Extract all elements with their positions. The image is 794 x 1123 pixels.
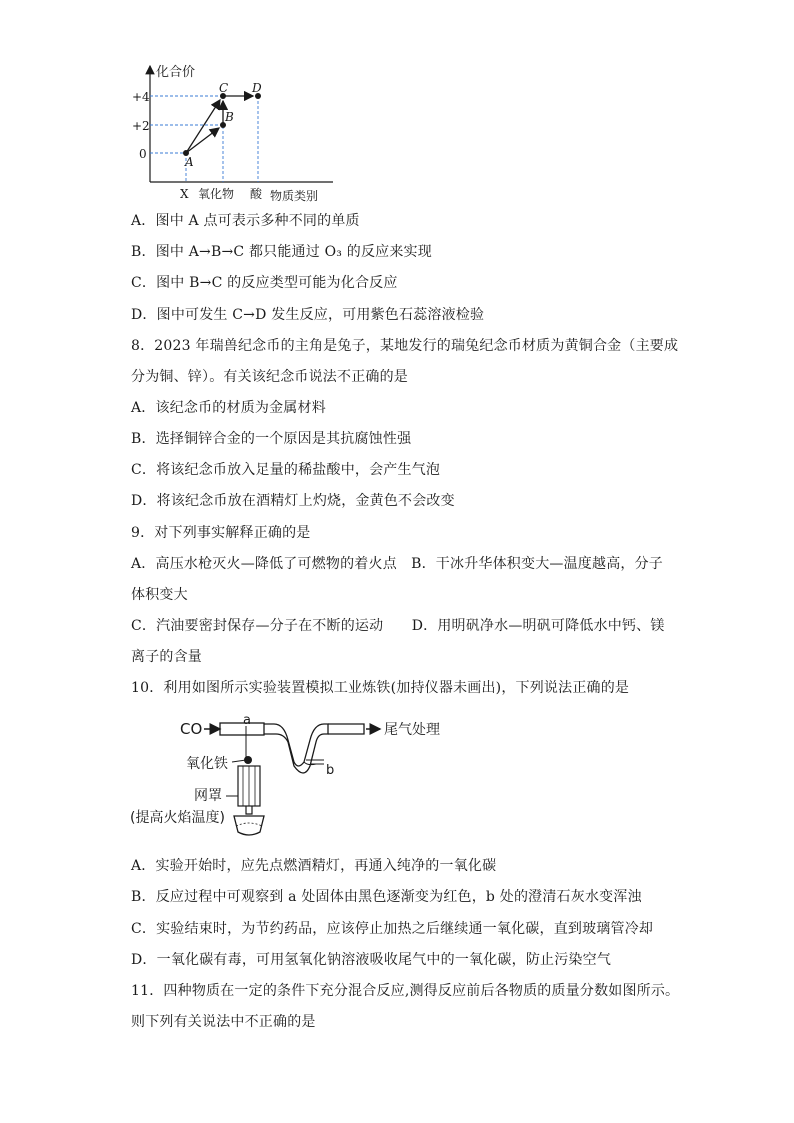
glass-tube (220, 723, 264, 735)
point-label-b: B (225, 110, 234, 124)
alcohol-lamp (234, 816, 264, 835)
y-tick: +2 (132, 119, 150, 133)
point-label-c: C (219, 81, 229, 95)
q7-option-c: C．图中 B→C 的反应类型可能为化合反应 (131, 275, 398, 291)
y-tick: +4 (132, 90, 150, 104)
q10-option-d: D．一氧化碳有毒，可用氢氧化钠溶液吸收尾气中的一氧化碳，防止污染空气 (131, 952, 612, 968)
tail-gas-label: 尾气处理 (384, 722, 440, 738)
q8-stem-line1: 8．2023 年瑞兽纪念币的主角是兔子，某地发行的瑞兔纪念币材质为黄铜合金（主要成 (131, 338, 679, 354)
x-tick: 酸 (250, 187, 263, 201)
q11-stem-line1: 11．四种物质在一定的条件下充分混合反应,测得反应前后各物质的质量分数如图所示。 (131, 983, 680, 999)
q9-options-line2: 体积变大 (131, 587, 188, 603)
q7-option-a: A．图中 A 点可表示多种不同的单质 (131, 213, 360, 229)
x-tick: X (180, 187, 189, 201)
q9-stem: 9．对下列事实解释正确的是 (131, 525, 311, 541)
q8-option-b: B．选择铜锌合金的一个原因是其抗腐蚀性强 (131, 431, 412, 447)
q8-option-a: A．该纪念币的材质为金属材料 (131, 400, 326, 416)
arrow-a-to-b (186, 128, 219, 153)
q8-option-c: C．将该纪念币放入足量的稀盐酸中，会产生气泡 (131, 462, 441, 478)
q8-stem-line2: 分为铜、锌）。有关该纪念币说法不正确的是 (131, 369, 408, 385)
valence-category-diagram (128, 58, 348, 204)
label-b: b (326, 763, 335, 778)
x-tick: 氧化物 (198, 187, 235, 201)
point-label-d: D (252, 81, 262, 95)
x-axis-label: 物质类别 (270, 189, 319, 203)
iron-oxide-label: 氧化铁 (186, 756, 228, 772)
q7-option-b: B．图中 A→B→C 都只能通过 O₃ 的反应来实现 (131, 244, 432, 260)
q9-options-line3: C．汽油要密封保存—分子在不断的运动 D．用明矾净水—明矾可降低水中钙、镁 (131, 618, 665, 634)
y-tick: 0 (139, 147, 147, 161)
q10-option-c: C．实验结束时，为节约药品，应该停止加热之后继续通一氧化碳，直到玻璃管冷却 (131, 921, 654, 937)
q10-option-a: A．实验开始时，应先点燃酒精灯，再通入纯净的一氧化碳 (131, 858, 497, 874)
point-label-a: A (185, 155, 194, 169)
ironmaking-apparatus-diagram (128, 712, 440, 842)
q9-options-line4: 离子的含量 (131, 649, 202, 665)
q7-option-d: D．图中可发生 C→D 发生反应，可用紫色石蕊溶液检验 (131, 307, 485, 323)
label-a: a (243, 713, 251, 728)
net-note: (提高火焰温度) (130, 810, 225, 826)
net-label: 网罩 (194, 788, 222, 804)
q10-option-b: B．反应过程中可观察到 a 处固体由黑色逐渐变为红色，b 处的澄清石灰水变浑浊 (131, 889, 642, 905)
q9-options-line1: A．高压水枪灭火—降低了可燃物的着火点 B．干冰升华体积变大—温度越高，分子 (131, 556, 663, 572)
arrow-a-to-c (186, 100, 220, 153)
q11-stem-line2: 则下列有关说法中不正确的是 (131, 1014, 316, 1030)
y-axis-label: 化合价 (156, 65, 196, 80)
co-label: CO (180, 720, 203, 738)
v-tube (264, 724, 328, 773)
q10-stem: 10．利用如图所示实验装置模拟工业炼铁(加持仪器未画出)，下列说法正确的是 (131, 680, 630, 696)
q8-option-d: D．将该纪念币放在酒精灯上灼烧，金黄色不会改变 (131, 493, 455, 509)
